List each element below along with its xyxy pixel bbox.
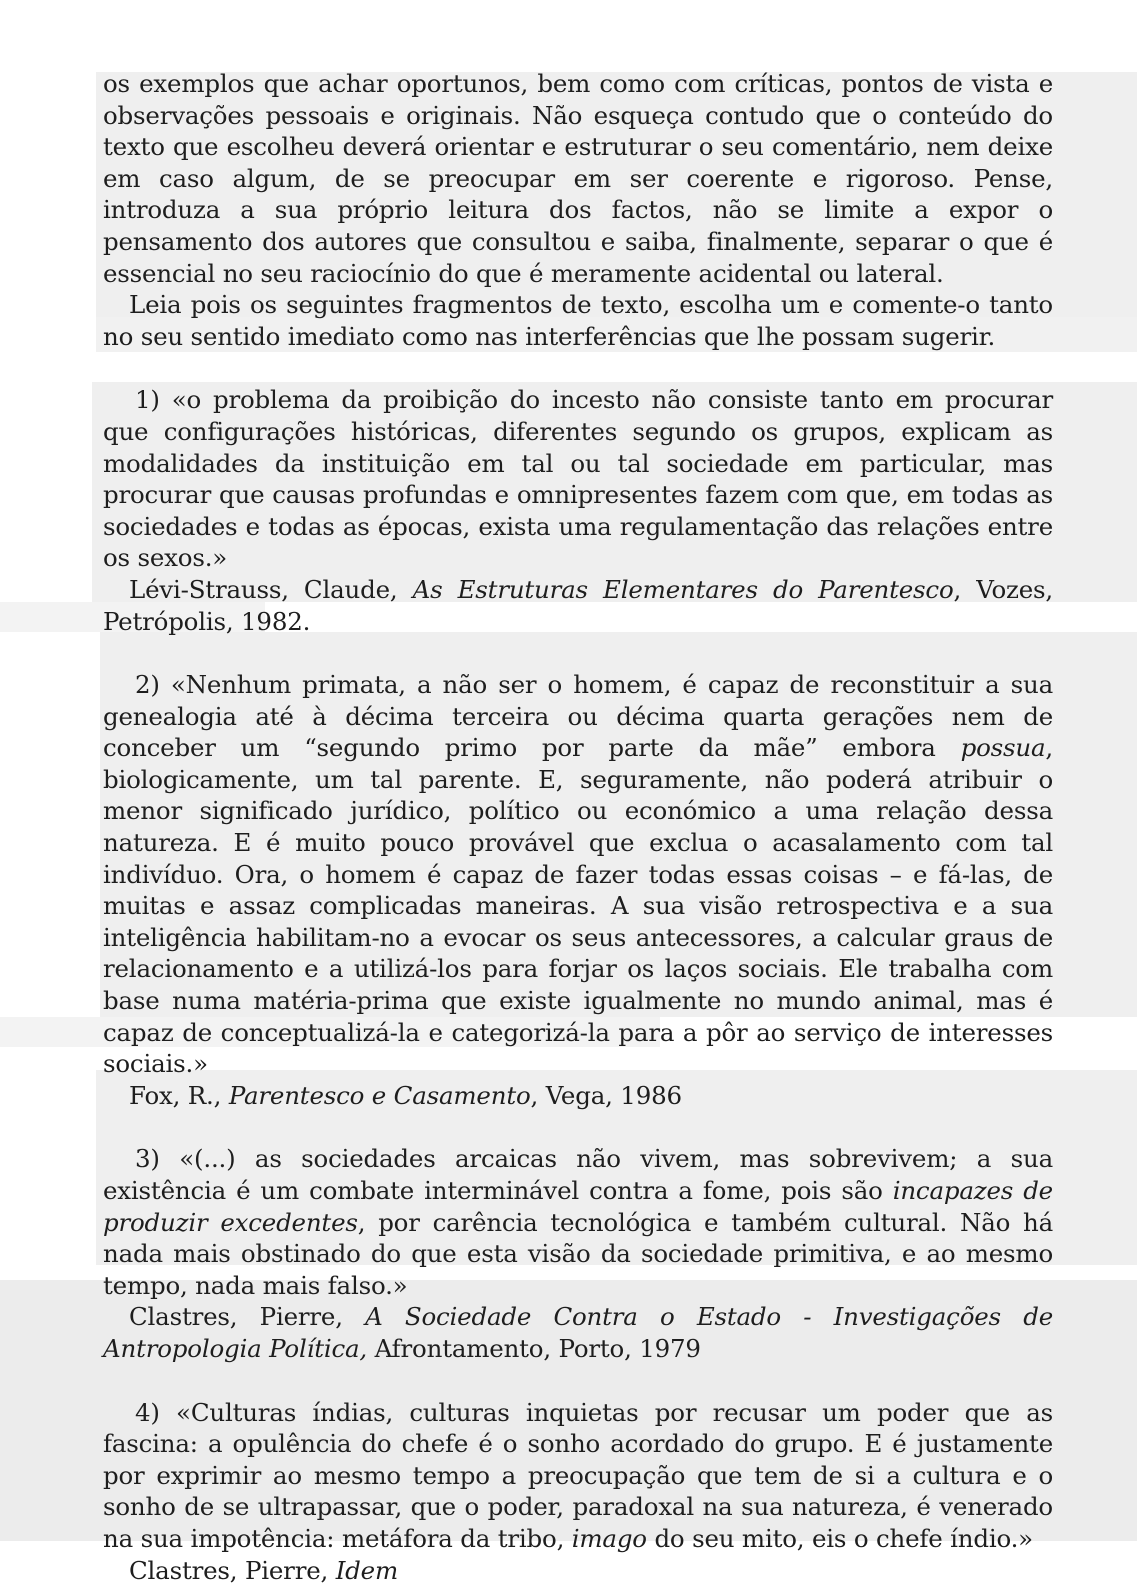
fragment-2-text-a: «Nenhum primata, a não ser o homem, é capaz de reconstituir a sua genealogia até à décima terceira ou décima quarta gerações nem de conceber um “segundo primo por parte da mãe” embora [103, 670, 1053, 763]
fragment-2-text-b: , biologicamente, um tal parente. E, seguramente, não poderá atribuir o menor significado jurídico, político ou económico a uma relação dessa natureza. E é muito pouco provável que exclua o acasalamento com tal indivíduo. Ora, o homem é capaz de fazer todas essas coisas – e fá-las, de muitas e assaz complicadas maneiras. A sua visão retrospectiva e a sua inteligência habilitam-no a evocar os seus antecessores, a calcular graus de relacionamento e a utilizá-los para forjar os laços sociais. Ele trabalha com base numa matéria-prima que existe igualmente no mundo animal, mas é capaz de conceptualizá-la e categorizá-la para a pôr ao serviço de interesses sociais.» [103, 733, 1053, 1079]
fragment-2-emphasis: possua [960, 733, 1046, 763]
fragment-2-publisher: , Vega, 1986 [530, 1080, 682, 1110]
fragment-4-citation [103, 1555, 1053, 1586]
fragment-3-work: A Sociedade Contra o Estado - Investigações de Antropologia Política, [103, 1302, 1053, 1363]
fragment-4-number: 4) [135, 1397, 160, 1427]
fragment-3-number: 3) [135, 1144, 160, 1174]
fragment-3-emphasis: incapazes de produzir excedentes [103, 1176, 1053, 1237]
fragment-4-author: Clastres, Pierre, [129, 1555, 329, 1585]
fragment-3-citation [103, 1301, 1053, 1364]
fragment-2-citation [103, 1080, 1053, 1112]
fragment-1-citation [103, 574, 1053, 637]
fragment-1-publisher: , Vozes, Petrópolis, 1982. [103, 574, 1053, 636]
fragment-3-publisher: Afrontamento, Porto, 1979 [367, 1333, 701, 1363]
fragment-2-number: 2) [135, 670, 160, 700]
fragment-3-quote [103, 1143, 1053, 1301]
fragment-1-author: Lévi-Strauss, Claude, [129, 574, 398, 604]
fragment-3-text-b: , por carência tecnológica e também cultural. Não há nada mais obstinado do que esta visão da sociedade primitiva, e ao mesmo tempo, nada mais falso.» [103, 1207, 1053, 1300]
fragment-4-work: Idem [335, 1555, 398, 1585]
fragment-2-work: Parentesco e Casamento [228, 1080, 531, 1110]
fragment-1-quote [103, 384, 1053, 574]
fragment-3-author: Clastres, Pierre, [129, 1302, 343, 1332]
fragment-1-text: «o problema da proibição do incesto não consiste tanto em procurar que configurações históricas, diferentes segundo os grupos, explicam as modalidades da instituição em tal ou tal sociedade em particular, mas procurar que causas profundas e omnipresentes fazem com que, em todas as sociedades e todas as épocas, exista uma regulamentação das relações entre os sexos.» [103, 385, 1053, 573]
fragment-4-emphasis: imago [571, 1523, 647, 1553]
fragment-2-author: Fox, R., [129, 1080, 222, 1110]
fragment-1-number: 1) [135, 385, 160, 415]
fragment-3-text-a: «(...) as sociedades arcaicas não vivem, mas sobrevivem; a sua existência é um combate interminável contra a fome, pois são [103, 1144, 1053, 1205]
intro-paragraph-1: os exemplos que achar oportunos, bem como com críticas, pontos de vista e observações pessoais e originais. Não esqueça contudo que o conteúdo do texto que escolheu deverá orientar e estruturar o seu comentário, nem deixe em caso algum, de se preocupar em ser coerente e rigoroso. Pense, introduza a sua próprio leitura dos factos, não se limite a expor o pensamento dos autores que consultou e saiba, finalmente, separar o que é essencial no seu raciocínio do que é meramente acidental ou lateral. [103, 69, 1053, 288]
fragment-4-text-b: do seu mito, eis o chefe índio.» [646, 1523, 1033, 1553]
fragment-2-quote [103, 669, 1053, 1080]
fragment-4-quote [103, 1397, 1053, 1555]
fragment-1-work: As Estruturas Elementares do Parentesco [412, 574, 954, 604]
fragment-4-text-a: «Culturas índias, culturas inquietas por recusar um poder que as fascina: a opulência do chefe é o sonho acordado do grupo. E é justamente por exprimir ao mesmo tempo a preocupação que tem de si a cultura e o sonho de se ultrapassar, que o poder, paradoxal na sua natureza, é venerado na sua impotência: metáfora da tribo, [103, 1397, 1053, 1553]
document-body [103, 68, 1053, 1586]
intro-paragraph-2: Leia pois os seguintes fragmentos de texto, escolha um e comente-o tanto no seu sentido imediato como nas interferências que lhe possam sugerir. [103, 290, 1053, 351]
